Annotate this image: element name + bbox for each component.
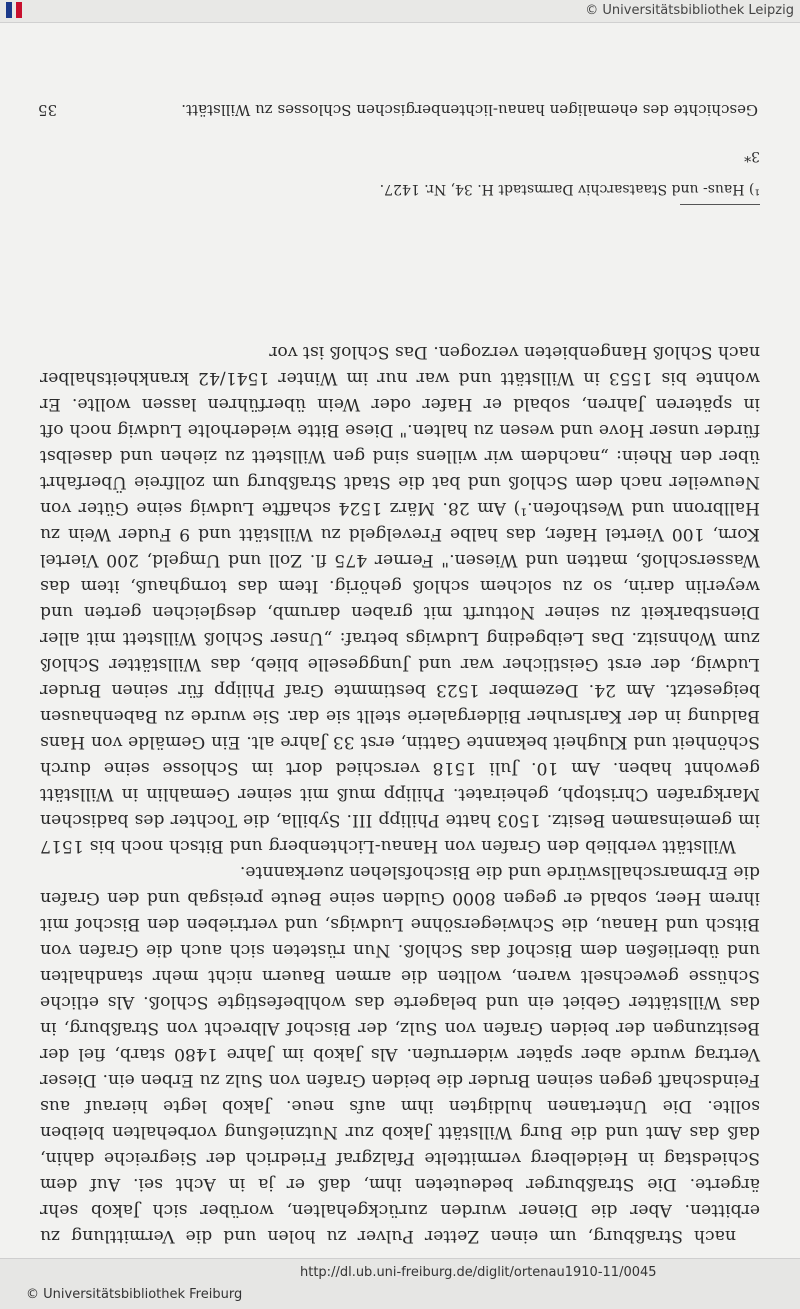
- footnote: ¹) Haus- und Staatsarchiv Darmstadt H. 34, Nr. 1427.: [379, 181, 760, 197]
- top-credit: © Universitätsbibliothek Leipzig: [585, 3, 794, 18]
- running-header: [38, 101, 758, 119]
- sheet-signature: 3*: [744, 148, 760, 164]
- source-url[interactable]: http://dl.ub.uni-freiburg.de/diglit/ortenau1910-11/0045: [300, 1265, 657, 1280]
- paragraph: Willstätt verblieb den Grafen von Hanau-Lichtenberg und Bitsch noch bis 1517 im gemeinsamen Besitz. 1503 hatte Philipp III. Sybilla, die Tochter des badischen Markgrafen Christoph, geheiratet. Philipp muß mit seiner Gemahlin in Willstätt gewohnt haben. Am 10. Juli 1518 verschied dort im Schlosse seine durch Schönheit und Klugheit bekannte Gattin, erst 33 Jahre alt. Ein Gemälde von Hans Baldung in der Karlsruher Bildergalerie stellt sie dar. Sie wurde zu Babenhausen beigesetzt. Am 24. Dezember 1523 bestimmte Graf Philipp für seinen Bruder Ludwig, der erst Geistlicher war und Junggeselle blieb, das Willstätter Schloß zum Wohnsitz. Das Leibgeding Ludwigs betraf: „Unser Schloß Willstett mit aller Dienstbarkeit zu seiner Notturft mit graben darumb, desgleichen gerten und weyerlin darin, so zu solchem schloß gehörig. Item das tornghauß, item das Wasserschloß, matten und Wiesen." Ferner 475 fl. Zoll und Umgeld, 200 Viertel Korn, 100 Viertel Hafer, das halbe Frevelgeld zu Willstätt und 9 Fuder Wein zu Hallbronn und Westhofen.¹) Am 28. März 1524 schaffte Ludwig seine Güter von Neuweiler nach dem Schloß und bat die Stadt Straßburg um zollfreie Überfahrt über den Rhein: „nachdem wir willens sind gen Willstett zu ziehen und daselbst fürder unser Hove und wesen zu halten." Diese Bitte wiederholte Ludwig noch oft in späteren Jahren, sobald er Hafer oder Wein überführen lassen wollte. Er wohnte bis 1553 in Willstätt und war nur im Winter 1541/42 krankheitshalber nach Schloß Hangenbieten verzogen. Das Schloß ist vor: [40, 342, 760, 856]
- bottom-bar: [0, 1258, 800, 1309]
- footnote-rule: [680, 204, 760, 205]
- paragraph: nach Straßburg, um einen Zetter Pulver zu holen und die Vermittlung zu erbitten. Aber die Diener wurden zurückgehalten, worüber sich Jakob sehr ärgerte. Die Straßburger bedeuteten ihm, daß er ja in Acht sei. Auf dem Schiedstag in Heidelberg vermittelte Pfalzgraf Friedrich der Siegreiche dahin, daß das Amt und die Burg Willstätt Jakob zur Nutznießung vorbehalten bleiben sollte. Die Untertanen huldigten ihm aufs neue. Jakob legte hierauf aus Feindschaft gegen seinen Bruder die beiden Grafen von Sulz zu Erben ein. Dieser Vertrag wurde aber später widerrufen. Als Jakob im Jahre 1480 starb, fiel der Besitzungen der beiden Grafen von Sulz, der Bischof Albrecht von Straßburg, in das Willstätter Gebiet ein und belagerte das wohlbefestigte Schloß. Als etliche Schüsse gewechselt waren, wollten die armen Bauern nicht mehr standhalten und überließen dem Bischof das Schloß. Nun rüsteten sich auch die Grafen von Bitsch und Hanau, die Schwiegersöhne Ludwigs, und vertrieben den Bischof mit ihrem Heer, sobald er gegen 8000 Gulden seine Beute preisgab und den Grafen die Erbmarschallswürde und die Bischofslehen zuerkannte.: [40, 862, 760, 1246]
- page-number: 35: [38, 101, 58, 119]
- header-title: Geschichte des ehemaligen hanau-lichtenbergischen Schlosses zu Willstätt.: [181, 101, 758, 119]
- bottom-credit: © Universitätsbibliothek Freiburg: [26, 1287, 243, 1302]
- body-text: [40, 339, 760, 1249]
